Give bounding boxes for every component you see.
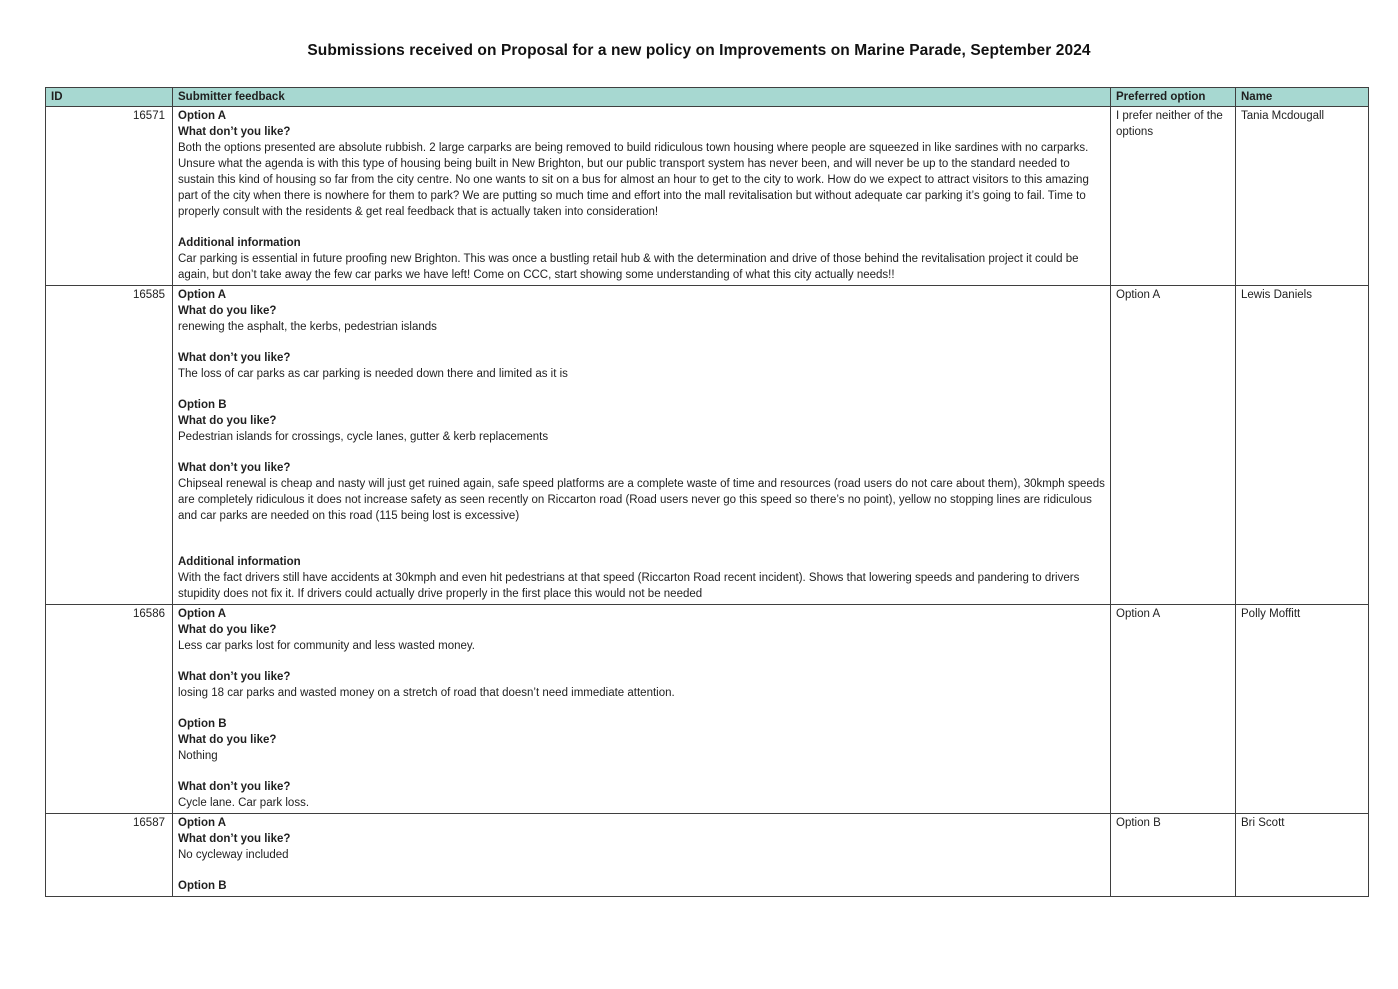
feedback-spacer (178, 220, 1105, 235)
feedback-text: Both the options presented are absolute rubbish. 2 large carparks are being removed to build ridiculous town housing where people are squeezed in like sardines with no carparks. Unsure what the agenda is with this type of housing being built in New Brighton, but our public transport system has never been, and will never be up to the standard needed to sustain this kind of housing so far from the city centre. No one wants to sit on a bus for almost an hour to get to the city to work. How do we expect to attract visitors to this amazing part of the city when there is nowhere for them to park? We are putting so much time and effort into the mall revitalisation but without adequate car parking it’s going to fail. Time to properly consult with the residents & get real feedback that is actually taken into consideration! (178, 142, 1089, 218)
feedback-text: Pedestrian islands for crossings, cycle lanes, gutter & kerb replacements (178, 431, 549, 443)
column-header-id: ID (46, 88, 173, 107)
feedback-heading: What don’t you like? (178, 352, 291, 364)
submission-id: 16587 (46, 814, 173, 897)
feedback-text: No cycleway included (178, 849, 289, 861)
feedback-spacer (178, 701, 1105, 716)
submitter-feedback-cell (173, 107, 1111, 286)
feedback-heading: What do you like? (178, 624, 277, 636)
table-row (46, 107, 1369, 286)
feedback-heading: Option A (178, 608, 227, 620)
feedback-heading: Additional information (178, 556, 301, 568)
feedback-heading: What do you like? (178, 305, 277, 317)
preferred-option-cell: Option B (1111, 814, 1236, 897)
submission-id: 16571 (46, 107, 173, 286)
submitter-name-cell: Tania Mcdougall (1236, 107, 1369, 286)
feedback-heading: What don’t you like? (178, 781, 291, 793)
feedback-text: renewing the asphalt, the kerbs, pedestrian islands (178, 321, 437, 333)
column-header-name: Name (1236, 88, 1369, 107)
feedback-heading: Option B (178, 399, 227, 411)
feedback-heading: What do you like? (178, 415, 277, 427)
feedback-spacer (178, 335, 1105, 350)
feedback-heading: What don’t you like? (178, 833, 291, 845)
feedback-text: Nothing (178, 750, 218, 762)
feedback-spacer (178, 524, 1105, 539)
submission-id: 16585 (46, 286, 173, 605)
submitter-feedback-cell (173, 605, 1111, 814)
feedback-heading: What don’t you like? (178, 126, 291, 138)
table-row (46, 814, 1369, 897)
feedback-heading: What do you like? (178, 734, 277, 746)
page-title: Submissions received on Proposal for a new policy on Improvements on Marine Parade, September 2024 (307, 42, 1091, 59)
submissions-table (45, 87, 1369, 897)
feedback-text: With the fact drivers still have accidents at 30kmph and even hit pedestrians at that speed (Riccarton Road recent incident). Shows that lowering speeds and pandering to drivers stupidity does not fix it. If drivers could actually drive properly in the first place this would not be needed (178, 572, 1080, 600)
table-row (46, 605, 1369, 814)
feedback-heading: What don’t you like? (178, 671, 291, 683)
preferred-option-cell: I prefer neither of the options (1111, 107, 1236, 286)
feedback-heading: Option B (178, 718, 227, 730)
feedback-spacer (178, 382, 1105, 397)
feedback-text: Less car parks lost for community and less wasted money. (178, 640, 475, 652)
feedback-heading: Option A (178, 289, 227, 301)
feedback-heading: Option A (178, 110, 227, 122)
preferred-option-cell: Option A (1111, 605, 1236, 814)
feedback-spacer (178, 539, 1105, 554)
column-header-preferred-option: Preferred option (1111, 88, 1236, 107)
feedback-spacer (178, 863, 1105, 878)
feedback-heading: Option B (178, 880, 227, 892)
submitter-feedback-cell (173, 286, 1111, 605)
feedback-spacer (178, 445, 1105, 460)
feedback-heading: What don’t you like? (178, 462, 291, 474)
column-header-submitter-feedback: Submitter feedback (173, 88, 1111, 107)
feedback-text: losing 18 car parks and wasted money on a stretch of road that doesn’t need immediate attention. (178, 687, 675, 699)
table-header-row (46, 88, 1369, 107)
submitter-name-cell: Polly Moffitt (1236, 605, 1369, 814)
submitter-feedback-cell (173, 814, 1111, 897)
feedback-text: The loss of car parks as car parking is needed down there and limited as it is (178, 368, 568, 380)
feedback-text: Chipseal renewal is cheap and nasty will just get ruined again, safe speed platforms are a complete waste of time and resources (road users do not care about them), 30kmph speeds are completely ridiculous it does not increase safety as seen recently on Riccarton road (Road users never go this speed so there’s no point), yellow no stopping lines are ridiculous and car parks are needed on this road (115 being lost is excessive) (178, 478, 1105, 522)
submission-id: 16586 (46, 605, 173, 814)
feedback-spacer (178, 654, 1105, 669)
table-row (46, 286, 1369, 605)
submissions-table-body (46, 107, 1369, 897)
feedback-heading: Option A (178, 817, 227, 829)
feedback-text: Cycle lane. Car park loss. (178, 797, 310, 809)
feedback-heading: Additional information (178, 237, 301, 249)
submitter-name-cell: Bri Scott (1236, 814, 1369, 897)
submitter-name-cell: Lewis Daniels (1236, 286, 1369, 605)
preferred-option-cell: Option A (1111, 286, 1236, 605)
feedback-text: Car parking is essential in future proofing new Brighton. This was once a bustling retail hub & with the determination and drive of those behind the revitalisation project it could be again, but don’t take away the few car parks we have left! Come on CCC, start showing some understanding of what this city actually needs!! (178, 253, 1079, 281)
feedback-spacer (178, 764, 1105, 779)
